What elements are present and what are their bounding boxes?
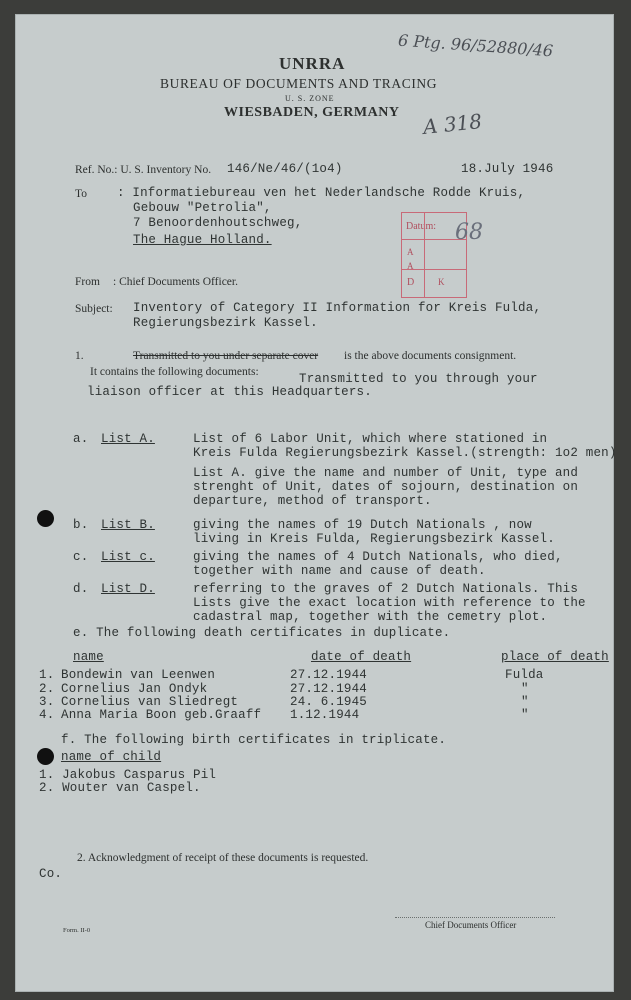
signature-line: [395, 917, 555, 918]
subject-line-1: Inventory of Category II Information for Kreis Fulda,: [133, 301, 542, 315]
list-c-line-2: together with name and cause of death.: [193, 564, 486, 578]
ref-number: 146/Ne/46/(1o4): [227, 162, 343, 176]
to-line-1: : Informatiebureau ven het Nederlandsche Rodde Kruis,: [117, 186, 526, 200]
death-cert-intro: e. The following death certificates in duplicate.: [73, 626, 451, 640]
list-d-name: List D.: [101, 582, 155, 596]
handwritten-archive-number: 6 Ptg. 96/52880/46: [397, 30, 554, 61]
org-name: UNRRA: [279, 54, 346, 73]
death-row-1-date: 27.12.1944: [290, 668, 368, 682]
list-c-letter: c.: [73, 550, 89, 564]
to-line-2: Gebouw "Petrolia",: [133, 201, 272, 215]
death-row-3-name: Cornelius van Sliedregt: [61, 695, 239, 709]
birth-row-1: 1. Jakobus Casparus Pil: [39, 768, 217, 782]
list-a-letter: a.: [73, 432, 89, 446]
list-c-line-1: giving the names of 4 Dutch Nationals, who died,: [193, 550, 563, 564]
list-a-line-1: List of 6 Labor Unit, which where stationed in: [193, 432, 548, 446]
to-line-4: The Hague Holland.: [133, 233, 272, 247]
document-page: [15, 14, 617, 992]
death-row-2-date: 27.12.1944: [290, 682, 368, 696]
document-date: 18.July 1946: [461, 162, 554, 176]
list-d-letter: d.: [73, 582, 89, 596]
bureau-name: BUREAU OF DOCUMENTS AND TRACING: [160, 76, 438, 91]
para1-contains: It contains the following documents:: [90, 366, 259, 378]
ref-label: Ref. No.: U. S. Inventory No.: [75, 164, 212, 176]
from-value: : Chief Documents Officer.: [113, 276, 238, 288]
death-header-date: date of death: [311, 650, 412, 664]
punch-hole-bottom: [37, 748, 54, 765]
death-row-1-number: 1.: [39, 668, 55, 682]
birth-header-name: name of child: [61, 750, 162, 764]
to-label: To: [75, 188, 87, 200]
stamp-date-label: Datum:: [406, 221, 436, 232]
list-b-letter: b.: [73, 518, 89, 532]
death-header-place: place of death: [501, 650, 609, 664]
from-label: From: [75, 276, 100, 288]
para1-typed-line-2: liaison officer at this Headquarters.: [87, 385, 372, 399]
death-row-1-place: Fulda: [505, 668, 544, 682]
stamp-letter-3: D: [407, 277, 415, 288]
handwritten-code: A 318: [421, 108, 484, 140]
punch-hole-top: [37, 510, 54, 527]
stamp-letter-2: A: [407, 261, 414, 271]
death-row-4-name: Anna Maria Boon geb.Graaff: [61, 708, 262, 722]
list-b-name: List B.: [101, 518, 155, 532]
stamp-letter-1: A: [407, 247, 414, 257]
list-b-line-2: living in Kreis Fulda, Regierungsbezirk Kassel.: [193, 532, 555, 546]
para1-text: is the above documents consignment.: [344, 350, 517, 362]
stamp-letter-4: K: [438, 277, 445, 287]
list-a-line-3: List A. give the name and number of Unit, type and: [193, 466, 579, 480]
death-row-4-place: ": [521, 708, 529, 722]
para1-number: 1.: [75, 350, 84, 362]
death-row-2-name: Cornelius Jan Ondyk: [61, 682, 208, 696]
death-row-2-place: ": [521, 682, 529, 696]
zone-label: U. S. ZONE: [285, 94, 335, 103]
stamp-divider-2: [402, 269, 466, 270]
birth-cert-intro: f. The following birth certificates in triplicate.: [61, 733, 447, 747]
to-line-3: 7 Benoordenhoutschweg,: [133, 216, 303, 230]
list-a-line-4: strenght of Unit, dates of sojourn, destination on: [193, 480, 579, 494]
stamp-handwritten-mark: 68: [455, 220, 483, 245]
cc-label: Co.: [39, 867, 63, 881]
para1-typed-line-1: Transmitted to you through your: [299, 372, 538, 386]
stamp-column-line: [424, 213, 425, 297]
list-d-line-1: referring to the graves of 2 Dutch Nationals. This: [193, 582, 579, 596]
death-row-3-number: 3.: [39, 695, 55, 709]
list-a-line-5: departure, method of transport.: [193, 494, 432, 508]
death-row-4-number: 4.: [39, 708, 55, 722]
list-a-name: List A.: [101, 432, 155, 446]
subject-label: Subject:: [75, 303, 113, 315]
birth-row-2: 2. Wouter van Caspel.: [39, 781, 201, 795]
list-d-line-2: Lists give the exact location with reference to the: [193, 596, 586, 610]
death-row-3-date: 24. 6.1945: [290, 695, 368, 709]
list-b-line-1: giving the names of 19 Dutch Nationals , now: [193, 518, 532, 532]
subject-line-2: Regierungsbezirk Kassel.: [133, 316, 318, 330]
death-row-2-number: 2.: [39, 682, 55, 696]
list-c-name: List c.: [101, 550, 155, 564]
list-a-line-2: Kreis Fulda Regierungsbezirk Kassel.(strength: 1o2 men): [193, 446, 617, 460]
list-d-line-3: cadastral map, together with the cemetry plot.: [193, 610, 548, 624]
death-row-3-place: ": [521, 695, 529, 709]
signature-title: Chief Documents Officer: [425, 920, 517, 930]
acknowledgment-request: 2. Acknowledgment of receipt of these documents is requested.: [77, 852, 369, 864]
form-number: Form. II-0: [63, 927, 91, 934]
death-row-4-date: 1.12.1944: [290, 708, 360, 722]
city-label: WIESBADEN, GERMANY: [224, 105, 400, 120]
death-row-1-name: Bondewin van Leenwen: [61, 668, 216, 682]
death-header-name: name: [73, 650, 104, 664]
para1-struck-text: Transmitted to you under separate cover: [133, 350, 319, 362]
